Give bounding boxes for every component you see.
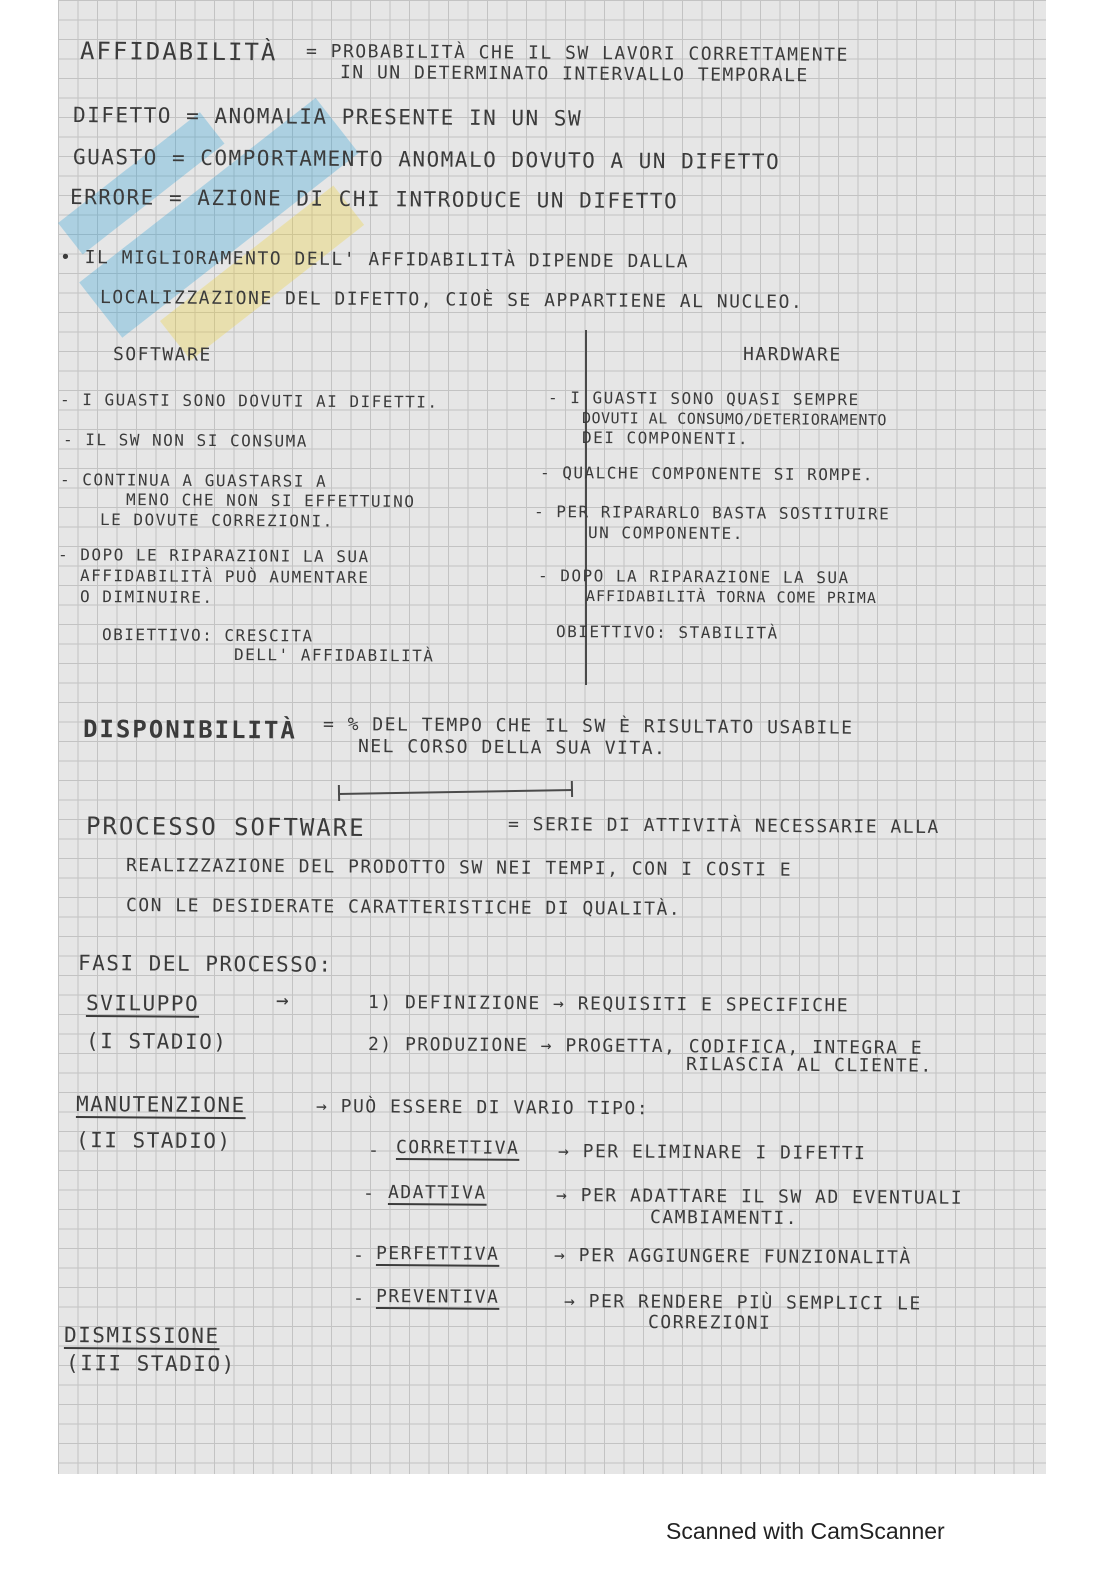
affidabilita-definition-line2: IN UN DETERMINATO INTERVALLO TEMPORALE bbox=[339, 62, 809, 87]
processo-definition-line2: REALIZZAZIONE DEL PRODOTTO SW NEI TEMPI, CON I COSTI E bbox=[125, 855, 793, 881]
software-objective-cont: DELL' AFFIDABILITÀ bbox=[233, 645, 435, 666]
manutenzione-dash: - bbox=[352, 1288, 366, 1310]
dismissione-stage: (III STADIO) bbox=[65, 1351, 236, 1377]
hardware-line: - QUALCHE COMPONENTE SI ROMPE. bbox=[539, 463, 875, 485]
software-line: - CONTINUA A GUASTARSI A bbox=[59, 470, 328, 491]
miglioramento-line1: • IL MIGLIORAMENTO DELL' AFFIDABILITÀ DIPENDE DALLA bbox=[59, 247, 690, 273]
manutenzione-type-preventiva-desc-cont: CORREZIONI bbox=[647, 1312, 772, 1334]
disponibilita-definition-line2: NEL CORSO DELLA SUA VITA. bbox=[357, 736, 667, 760]
notebook-page bbox=[58, 0, 1046, 1474]
manutenzione-stage: (II STADIO) bbox=[75, 1128, 232, 1154]
manutenzione-dash: - bbox=[362, 1183, 376, 1205]
manutenzione-type-adattiva: ADATTIVA bbox=[387, 1182, 487, 1204]
manutenzione-label: MANUTENZIONE bbox=[75, 1092, 246, 1118]
software-line: - DOPO LE RIPARAZIONI LA SUA bbox=[58, 545, 370, 567]
manutenzione-type-perfettiva-desc: → PER AGGIUNGERE FUNZIONALITÀ bbox=[553, 1245, 912, 1269]
hardware-line: - I GUASTI SONO QUASI SEMPRE bbox=[547, 388, 860, 410]
difetto-definition: DIFETTO = ANOMALIA PRESENTE IN UN SW bbox=[72, 103, 583, 131]
sviluppo-arrow: → bbox=[275, 988, 291, 1013]
manutenzione-type-adattiva-desc: → PER ADATTARE IL SW AD EVENTUALI bbox=[555, 1185, 964, 1209]
manutenzione-type-correttiva-desc: → PER ELIMINARE I DIFETTI bbox=[557, 1141, 867, 1165]
watermark-logo bbox=[58, 37, 368, 400]
processo-definition-line1: = SERIE DI ATTIVITÀ NECESSARIE ALLA bbox=[507, 814, 940, 839]
hardware-heading: HARDWARE bbox=[742, 344, 842, 366]
processo-software-term: PROCESSO SOFTWARE bbox=[85, 812, 366, 842]
manutenzione-intro: → PUÒ ESSERE DI VARIO TIPO: bbox=[315, 1096, 650, 1120]
hardware-line: - DOPO LA RIPARAZIONE LA SUA bbox=[537, 566, 850, 588]
manutenzione-type-preventiva: PREVENTIVA bbox=[375, 1286, 500, 1308]
sviluppo-step-produzione-cont: RILASCIA AL CLIENTE. bbox=[685, 1054, 933, 1077]
hardware-line: DEI COMPONENTI. bbox=[581, 428, 750, 449]
manutenzione-type-perfettiva: PERFETTIVA bbox=[375, 1243, 500, 1265]
processo-definition-line3: CON LE DESIDERATE CARATTERISTICHE DI QUALITÀ. bbox=[125, 895, 682, 920]
manutenzione-type-preventiva-desc: → PER RENDERE PIÙ SEMPLICI LE bbox=[563, 1291, 922, 1315]
software-line: AFFIDABILITÀ PUÒ AUMENTARE bbox=[79, 566, 370, 588]
manutenzione-type-correttiva: CORRETTIVA bbox=[395, 1137, 520, 1159]
manutenzione-dash: - bbox=[352, 1245, 366, 1267]
sviluppo-label: SVILUPPO bbox=[85, 991, 200, 1016]
disponibilita-definition-line1: = % DEL TEMPO CHE IL SW È RISULTATO USABILE bbox=[322, 714, 854, 739]
miglioramento-line2: LOCALIZZAZIONE DEL DIFETTO, CIOÈ SE APPARTIENE AL NUCLEO. bbox=[99, 287, 804, 313]
software-objective: OBIETTIVO: CRESCITA bbox=[101, 625, 314, 646]
hardware-line: AFFIDABILITÀ TORNA COME PRIMA bbox=[585, 587, 877, 608]
sviluppo-stage: (I STADIO) bbox=[85, 1029, 228, 1054]
software-line: - IL SW NON SI CONSUMA bbox=[62, 430, 308, 451]
hardware-objective: OBIETTIVO: STABILITÀ bbox=[555, 622, 779, 643]
hardware-line: UN COMPONENTE. bbox=[587, 523, 744, 544]
hardware-line: DOVUTI AL CONSUMO/DETERIORAMENTO bbox=[581, 409, 888, 430]
manutenzione-dash: - bbox=[367, 1140, 381, 1162]
software-line: - I GUASTI SONO DOVUTI AI DIFETTI. bbox=[59, 390, 439, 412]
software-heading: SOFTWARE bbox=[112, 344, 212, 366]
software-line: LE DOVUTE CORREZIONI. bbox=[99, 510, 334, 531]
sviluppo-step-definizione: 1) DEFINIZIONE → REQUISITI E SPECIFICHE bbox=[367, 992, 850, 1017]
software-line: O DIMINUIRE. bbox=[79, 587, 214, 607]
sviluppo-step-produzione: 2) PRODUZIONE → PROGETTA, CODIFICA, INTEGRA E bbox=[367, 1034, 924, 1059]
fasi-heading: FASI DEL PROCESSO: bbox=[77, 951, 333, 977]
manutenzione-type-adattiva-desc-cont: CAMBIAMENTI. bbox=[649, 1207, 799, 1230]
affidabilita-definition-line1: = PROBABILITÀ CHE IL SW LAVORI CORRETTAMENTE bbox=[305, 41, 849, 66]
hardware-line: - PER RIPARARLO BASTA SOSTITUIRE bbox=[533, 502, 891, 524]
guasto-definition: GUASTO = COMPORTAMENTO ANOMALO DOVUTO A UN DIFETTO bbox=[72, 145, 781, 174]
disponibilita-term: DISPONIBILITÀ bbox=[82, 715, 297, 745]
affidabilita-term: AFFIDABILITÀ bbox=[79, 37, 278, 67]
software-line: MENO CHE NON SI EFFETTUINO bbox=[125, 490, 416, 512]
section-separator bbox=[338, 789, 573, 795]
errore-definition: ERRORE = AZIONE DI CHI INTRODUCE UN DIFETTO bbox=[69, 185, 679, 214]
scanner-footer: Scanned with CamScanner bbox=[666, 1518, 945, 1544]
dismissione-label: DISMISSIONE bbox=[63, 1323, 220, 1349]
